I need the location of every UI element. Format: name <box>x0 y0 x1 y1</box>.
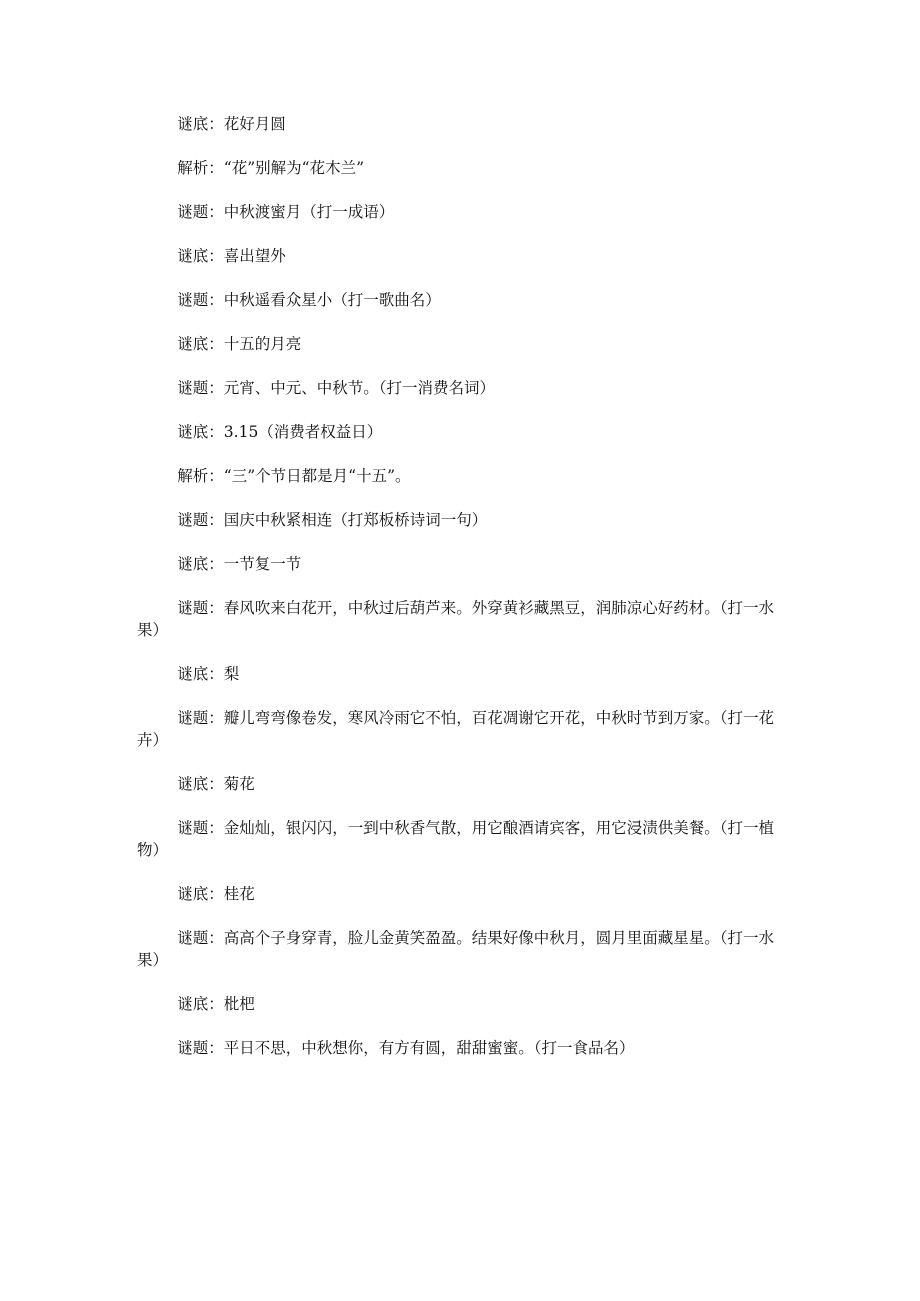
paragraph: 谜底：梨 <box>177 665 240 683</box>
paragraph: 谜底：一节复一节 <box>177 555 302 573</box>
paragraph: 谜题：中秋渡蜜月（打一成语） <box>177 203 395 221</box>
paragraph: 谜底：喜出望外 <box>177 247 286 265</box>
paragraph: 谜底：菊花 <box>177 775 255 793</box>
paragraph: 解析：“三”个节日都是月“十五”。 <box>177 467 411 485</box>
paragraph: 谜题：元宵、中元、中秋节。（打一消费名词） <box>177 379 496 397</box>
paragraph: 谜题：金灿灿，银闪闪，一到中秋香气散，用它酿酒请宾客，用它浸渍供美餐。（打一植物） <box>137 819 775 859</box>
paragraph: 谜题：高高个子身穿青，脸儿金黄笑盈盈。结果好像中秋月，圆月里面藏星星。（打一水果） <box>137 929 775 969</box>
paragraph: 谜底：3.15（消费者权益日） <box>177 423 383 441</box>
paragraph: 谜底：枇杷 <box>177 995 255 1013</box>
paragraph: 谜题：国庆中秋紧相连（打郑板桥诗词一句） <box>177 511 488 529</box>
paragraph: 解析：“花”别解为“花木兰” <box>177 159 364 177</box>
paragraph: 谜底：桂花 <box>177 885 255 903</box>
paragraph: 谜题：中秋遥看众星小（打一歌曲名） <box>177 291 441 309</box>
paragraph: 谜底：十五的月亮 <box>177 335 302 353</box>
document-body <box>137 113 777 1081</box>
paragraph: 谜题：春风吹来白花开，中秋过后葫芦来。外穿黄衫藏黑豆，润肺凉心好药材。（打一水果） <box>137 599 775 639</box>
paragraph: 谜题：瓣儿弯弯像卷发，寒风冷雨它不怕，百花凋谢它开花，中秋时节到万家。（打一花卉） <box>137 709 775 749</box>
paragraph: 谜题：平日不思，中秋想你，有方有圆，甜甜蜜蜜。（打一食品名） <box>177 1039 635 1057</box>
paragraph: 谜底：花好月圆 <box>177 115 286 133</box>
